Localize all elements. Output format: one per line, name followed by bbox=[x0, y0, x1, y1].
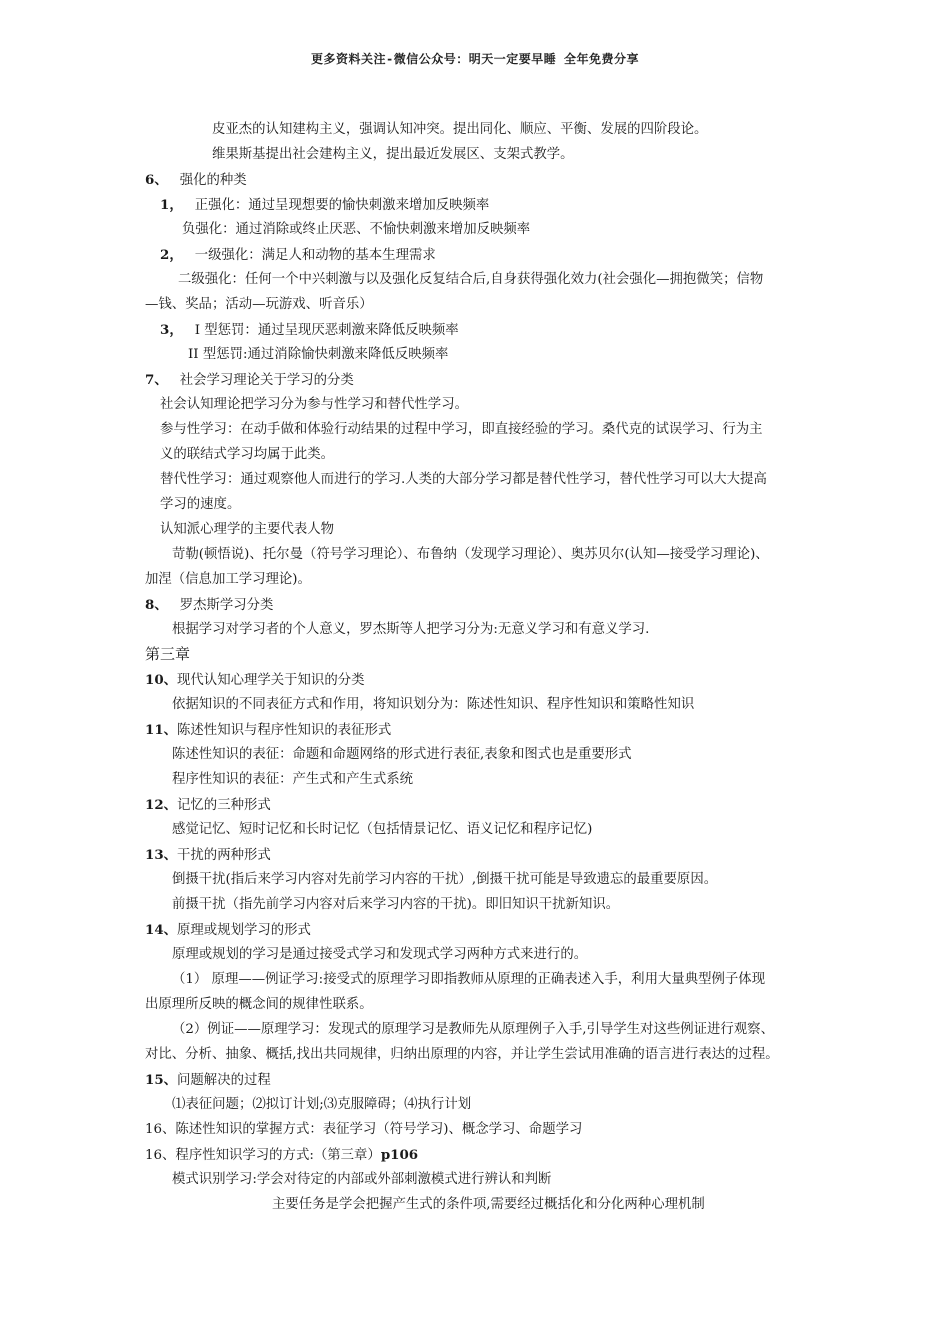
text-line: 根据学习对学习者的个人意义，罗杰斯等人把学习分为:无意义学习和有意义学习. bbox=[172, 622, 650, 637]
section-heading: 15、问题解决的过程 bbox=[145, 1072, 271, 1088]
chapter-heading: 第三章 bbox=[145, 645, 191, 663]
text-line: 出原理所反映的概念间的规律性联系。 bbox=[145, 997, 373, 1012]
text-line: 社会认知理论把学习分为参与性学习和替代性学习。 bbox=[160, 397, 468, 412]
section-heading: 10、现代认知心理学关于知识的分类 bbox=[145, 672, 365, 688]
text-line: 参与性学习：在动手做和体验行动结果的过程中学习，即直接经验的学习。桑代克的试误学习、行为主 bbox=[160, 422, 763, 437]
text-line: 原理或规划的学习是通过接受式学习和发现式学习两种方式来进行的。 bbox=[172, 947, 588, 962]
text-line: 认知派心理学的主要代表人物 bbox=[160, 522, 335, 537]
text-line: 16、陈述性知识的掌握方式：表征学习（符号学习)、概念学习、命题学习 bbox=[145, 1122, 583, 1137]
list-item: 3， I 型惩罚：通过呈现厌恶刺激来降低反映频率 bbox=[160, 322, 459, 338]
text-line: 主要任务是学会把握产生式的条件项,需要经过概括化和分化两种心理机制 bbox=[272, 1197, 705, 1212]
text-line: 感觉记忆、短时记忆和长时记忆（包括情景记忆、语义记忆和程序记忆) bbox=[172, 822, 593, 837]
list-item: 1， 正强化：通过呈现想要的愉快刺激来增加反映频率 bbox=[160, 197, 490, 213]
text-line: 依据知识的不同表征方式和作用，将知识划分为：陈述性知识、程序性知识和策略性知识 bbox=[172, 697, 695, 712]
text-line: 维果斯基提出社会建构主义，提出最近发展区、支架式教学。 bbox=[212, 147, 574, 162]
text-line: —钱、奖品；活动—玩游戏、听音乐） bbox=[145, 297, 373, 312]
page-header: 更多资料关注-微信公众号：明天一定要早睡 全年免费分享 bbox=[311, 52, 639, 66]
section-heading: 11、陈述性知识与程序性知识的表征形式 bbox=[145, 722, 392, 738]
text-line: 义的联结式学习均属于此类。 bbox=[160, 447, 335, 462]
section-heading: 7、 社会学习理论关于学习的分类 bbox=[145, 372, 354, 388]
section-heading: 8、 罗杰斯学习分类 bbox=[145, 597, 274, 613]
section-heading: 12、记忆的三种形式 bbox=[145, 797, 271, 813]
text-line: 替代性学习：通过观察他人而进行的学习.人类的大部分学习都是替代性学习，替代性学习可以大大提高 bbox=[160, 472, 767, 487]
text-line: II 型惩罚:通过消除愉快刺激来降低反映频率 bbox=[188, 347, 449, 362]
text-line: 学习的速度。 bbox=[160, 497, 241, 512]
text-line: 负强化：通过消除或终止厌恶、不愉快刺激来增加反映频率 bbox=[182, 222, 531, 237]
text-line: 模式识别学习:学会对待定的内部或外部刺激模式进行辨认和判断 bbox=[172, 1172, 552, 1187]
text-line: 前摄干扰（指先前学习内容对后来学习内容的干扰)。即旧知识干扰新知识。 bbox=[172, 897, 620, 912]
page-reference: p106 bbox=[380, 1147, 419, 1163]
text-line: 程序性知识的表征：产生式和产生式系统 bbox=[172, 772, 414, 787]
text-line: 陈述性知识的表征：命题和命题网络的形式进行表征,表象和图式也是重要形式 bbox=[172, 747, 632, 762]
section-heading: 13、干扰的两种形式 bbox=[145, 847, 271, 863]
list-item: 2， 一级强化：满足人和动物的基本生理需求 bbox=[160, 247, 436, 263]
text-line: 倒摄干扰(指后来学习内容对先前学习内容的干扰）,倒摄干扰可能是导致遗忘的最重要原因。 bbox=[172, 872, 718, 887]
section-heading: 6、 强化的种类 bbox=[145, 172, 247, 188]
text-line: ⑴表征问题；⑵拟订计划;⑶克服障碍；⑷执行计划 bbox=[172, 1097, 472, 1112]
text-line: 加涅（信息加工学习理论)。 bbox=[145, 572, 311, 587]
text-line: 皮亚杰的认知建构主义，强调认知冲突。提出同化、顺应、平衡、发展的四阶段论。 bbox=[212, 122, 708, 137]
section-heading: 14、原理或规划学习的形式 bbox=[145, 922, 311, 938]
text-line: （2）例证——原理学习：发现式的原理学习是教师先从原理例子入手,引导学生对这些例证进行观察、 bbox=[172, 1022, 774, 1037]
text-line: 苛勒(顿悟说)、托尔曼（符号学习理论）、布鲁纳（发现学习理论）、奥苏贝尔(认知—接受学习理论)、 bbox=[172, 547, 769, 562]
text-line: 16、程序性知识学习的方式:（第三章）p106 bbox=[145, 1147, 419, 1163]
text-line: 对比、分析、抽象、概括,找出共同规律，归纳出原理的内容，并让学生尝试用准确的语言进行表达的过程。 bbox=[145, 1047, 779, 1062]
text-line: （1） 原理——例证学习:接受式的原理学习即指教师从原理的正确表述入手，利用大量典型例子体现 bbox=[172, 972, 766, 987]
text-line: 二级强化：任何一个中兴刺激与以及强化反复结合后,自身获得强化效力(社会强化—拥抱微笑；信物 bbox=[178, 272, 764, 287]
